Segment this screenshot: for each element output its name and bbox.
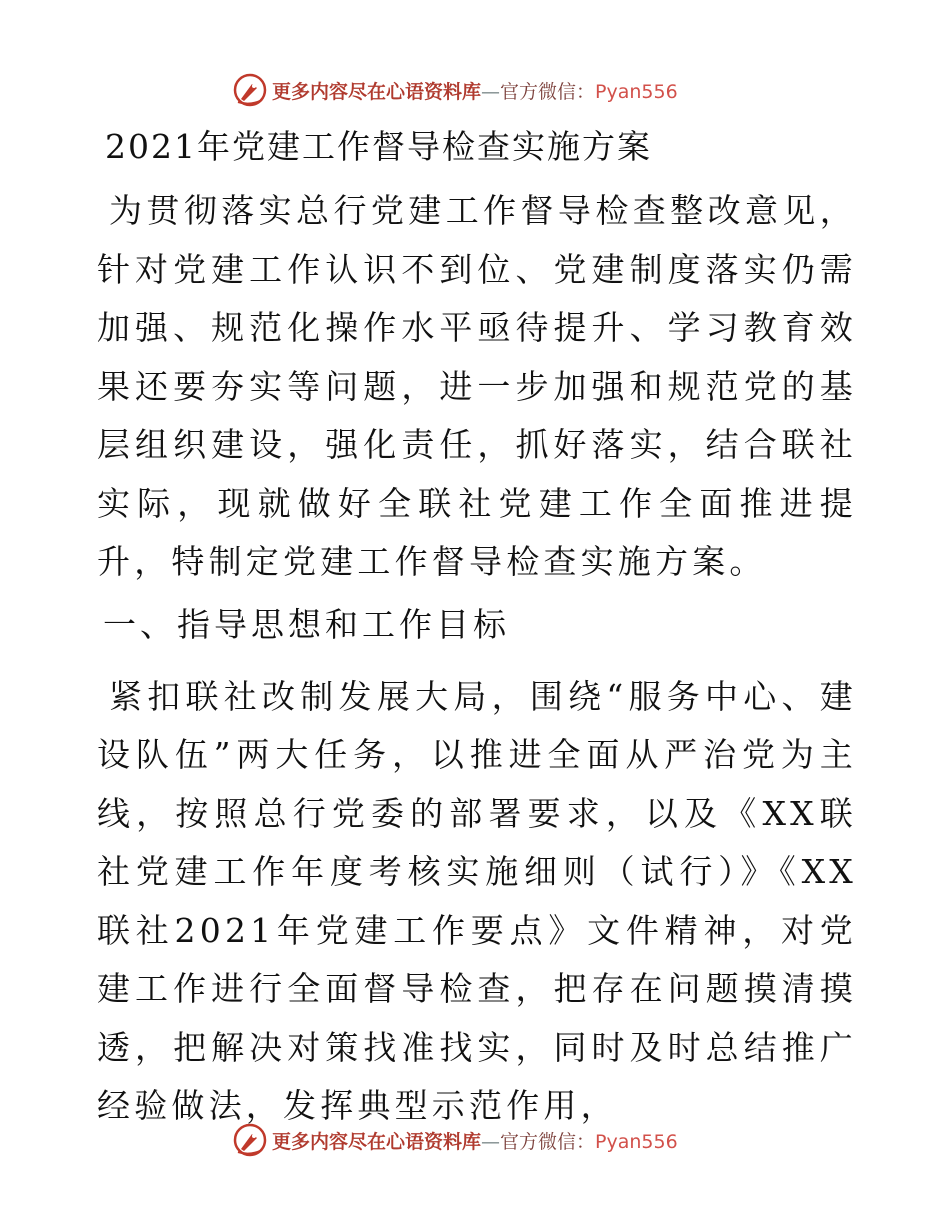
section-paragraph: 紧扣联社改制发展大局，围绕“服务中心、建设队伍”两大任务，以推进全面从严治党为主线，按照总行党委的部署要求，以及《XX联社党建工作年度考核实施细则（试行）》《XX联社2021年党建工作要点》文件精神，对党建工作进行全面督导检查，把存在问题摸清摸透，把解决对策找准找实，同时及时总结推广经验做法，发挥典型示范作用， bbox=[97, 676, 857, 1125]
intro-paragraph: 为贯彻落实总行党建工作督导检查整改意见，针对党建工作认识不到位、党建制度落实仍需加强、规范化操作水平亟待提升、学习教育效果还要夯实等问题，进一步加强和规范党的基层组织建设，强化责任，抓好落实，结合联社实际，现就做好全联社党建工作全面推进提升，特制定党建工作督导检查实施方案。 bbox=[97, 191, 857, 581]
banner-contact-id: Pyan556 bbox=[595, 80, 678, 103]
banner-text bbox=[272, 77, 678, 104]
watermark-banner-top bbox=[232, 70, 678, 110]
banner-separator: — bbox=[481, 80, 501, 103]
banner-contact-id: Pyan556 bbox=[595, 1130, 678, 1153]
watermark-banner-bottom bbox=[232, 1120, 678, 1160]
banner-contact-label: 官方微信： bbox=[500, 80, 596, 103]
banner-contact-label: 官方微信： bbox=[500, 1130, 596, 1153]
document-title: 2021年党建工作督导检查实施方案 bbox=[105, 127, 652, 166]
section-heading: 一、指导思想和工作目标 bbox=[103, 604, 510, 644]
pen-nib-circle-icon bbox=[232, 72, 268, 108]
document-body bbox=[97, 124, 857, 1146]
banner-site: 更多内容尽在心语资料库 bbox=[272, 1130, 482, 1153]
banner-separator: — bbox=[481, 1130, 501, 1153]
banner-site: 更多内容尽在心语资料库 bbox=[272, 80, 482, 103]
pen-nib-circle-icon bbox=[232, 1122, 268, 1158]
banner-text bbox=[272, 1127, 678, 1154]
